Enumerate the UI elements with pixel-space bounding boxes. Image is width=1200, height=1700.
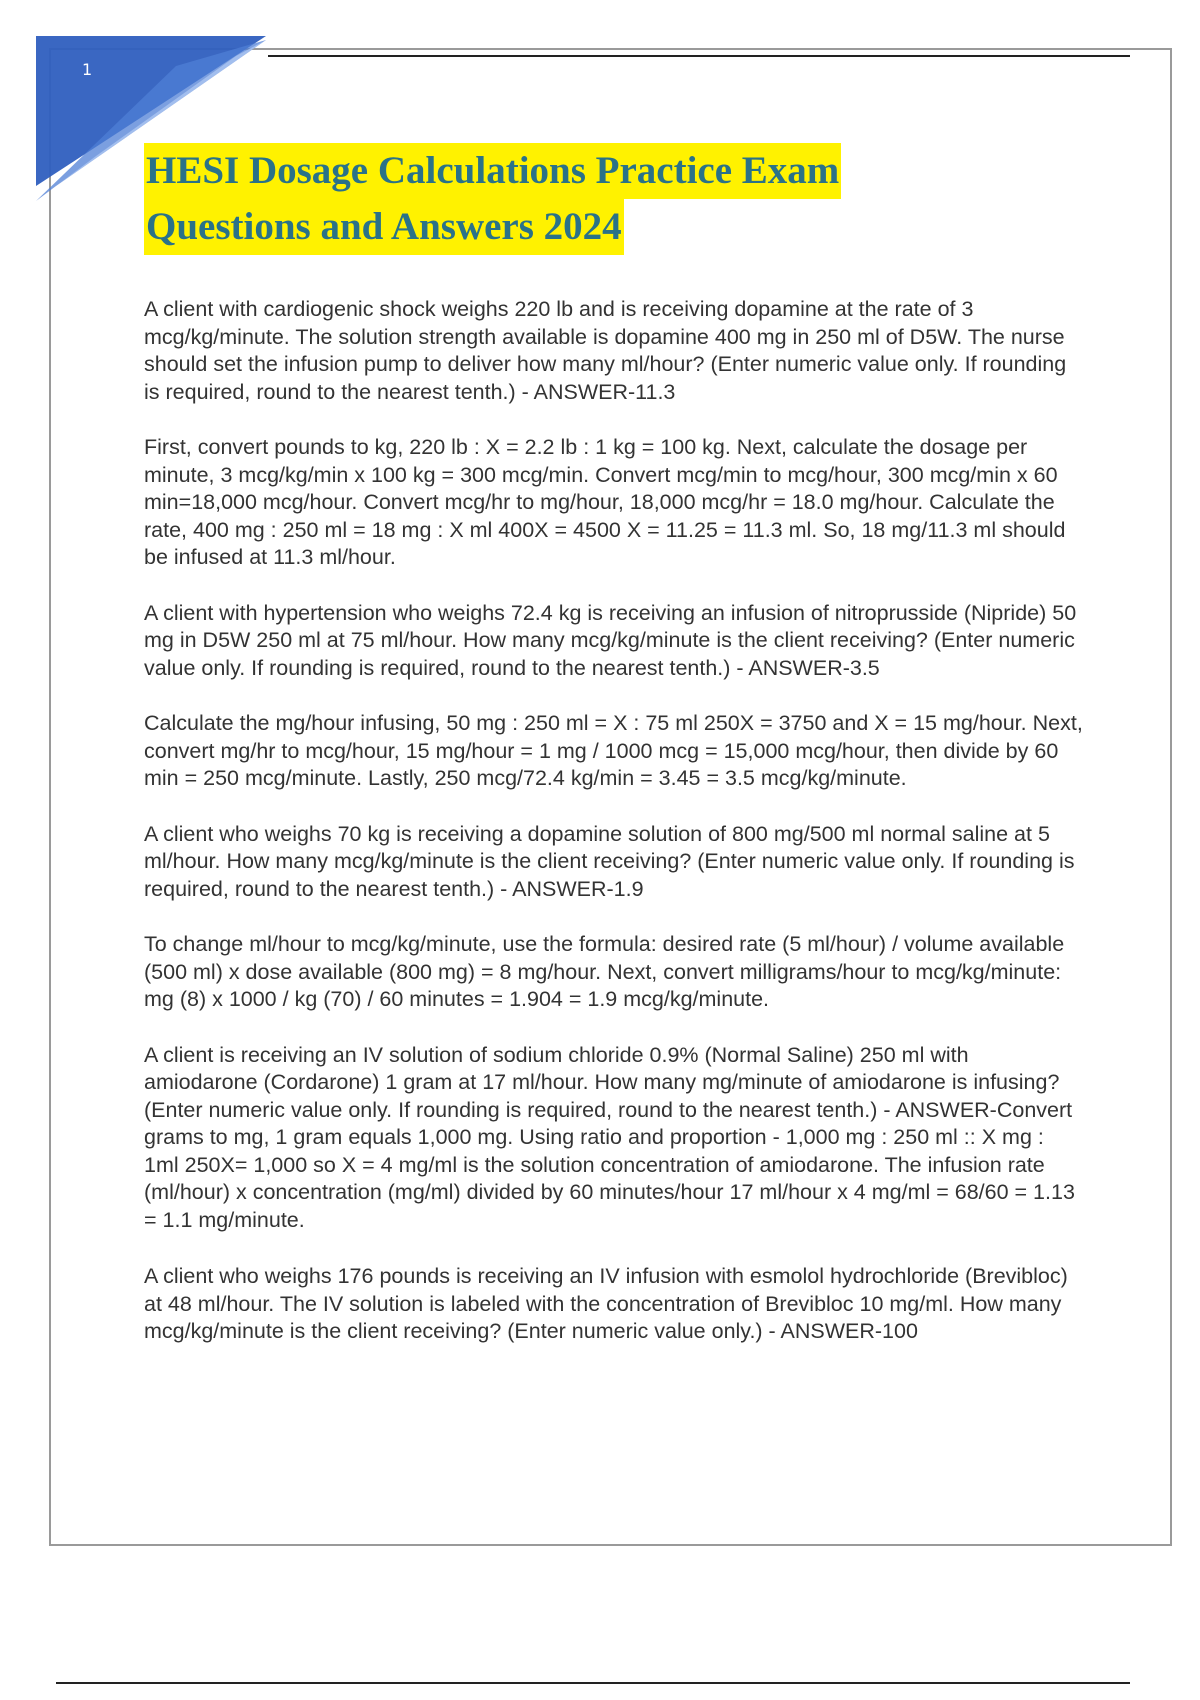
- explanation-paragraph: First, convert pounds to kg, 220 lb : X = 2.2 lb : 1 kg = 100 kg. Next, calculate the dosage per minute, 3 mcg/kg/min x 100 kg = 300 mcg/min. Convert mcg/min to mcg/hour, 300 mcg/min x 60 min=18,000 mcg/hour. Convert mcg/hr to mg/hour, 18,000 mcg/hr = 18.0 mg/hour. Calculate the rate, 400 mg : 250 ml = 18 mg : X ml 400X = 4500 X = 11.25 = 11.3 ml. So, 18 mg/11.3 ml should be infused at 11.3 ml/hour.: [144, 435, 1066, 569]
- header-rule: [268, 55, 1130, 57]
- title-line-1: HESI Dosage Calculations Practice Exam: [144, 143, 841, 199]
- question-paragraph: A client with cardiogenic shock weighs 220 lb and is receiving dopamine at the rate of 3 mcg/kg/minute. The solution strength available is dopamine 400 mg in 250 ml of D5W. The nurse should set the infusion pump to deliver how many ml/hour? (Enter numeric value only. If rounding is required, round to the nearest tenth.) - ANSWER-11.3: [144, 297, 1067, 404]
- explanation-paragraph: Calculate the mg/hour infusing, 50 mg : 250 ml = X : 75 ml 250X = 3750 and X = 15 mg/hour. Next, convert mg/hr to mcg/hour, 15 mg/hour = 1 mg / 1000 mcg = 15,000 mcg/hour, then divide by 60 min = 250 mcg/minute. Lastly, 250 mcg/72.4 kg/min = 3.45 = 3.5 mcg/kg/minute.: [144, 711, 1083, 790]
- question-paragraph: A client with hypertension who weighs 72.4 kg is receiving an infusion of nitroprusside (Nipride) 50 mg in D5W 250 ml at 75 ml/hour. How many mcg/kg/minute is the client receiving? (Enter numeric value only. If rounding is required, round to the nearest tenth.) - ANSWER-3.5: [144, 600, 1077, 680]
- title-line-2: Questions and Answers 2024: [144, 199, 624, 255]
- page-number: 1: [82, 60, 93, 79]
- question-paragraph: A client is receiving an IV solution of sodium chloride 0.9% (Normal Saline) 250 ml with amiodarone (Cordarone) 1 gram at 17 ml/hour. How many mg/minute of amiodarone is infusing? (Enter numeric value only. If rounding is required, round to the nearest tenth.) - ANSWER-Convert grams to mg, 1 gram equals 1,000 mg. Using ratio and proportion - 1,000 mg : 250 ml :: X mg : 1ml 250X= 1,000 so X = 4 mg/ml is the solution concentration of amiodarone. The infusion rate (ml/hour) x concentration (mg/ml) divided by 60 minutes/hour 17 ml/hour x 4 mg/ml = 68/60 = 1.13 = 1.1 mg/minute.: [144, 1042, 1075, 1232]
- document-body: [144, 296, 1084, 1374]
- question-paragraph: A client who weighs 70 kg is receiving a dopamine solution of 800 mg/500 ml normal saline at 5 ml/hour. How many mcg/kg/minute is the client receiving? (Enter numeric value only. If rounding is required, round to the nearest tenth.) - ANSWER-1.9: [144, 821, 1075, 901]
- explanation-paragraph: To change ml/hour to mcg/kg/minute, use the formula: desired rate (5 ml/hour) / volume available (500 ml) x dose available (800 mg) = 8 mg/hour. Next, convert milligrams/hour to mcg/kg/minute: mg (8) x 1000 / kg (70) / 60 minutes = 1.904 = 1.9 mcg/kg/minute.: [144, 932, 1065, 1011]
- footer-rule: [56, 1682, 1130, 1684]
- question-paragraph: A client who weighs 176 pounds is receiving an IV infusion with esmolol hydrochloride (Brevibloc) at 48 ml/hour. The IV solution is labeled with the concentration of Brevibloc 10 mg/ml. How many mcg/kg/minute is the client receiving? (Enter numeric value only.) - ANSWER-100: [144, 1264, 1068, 1343]
- page-title: [144, 143, 1024, 255]
